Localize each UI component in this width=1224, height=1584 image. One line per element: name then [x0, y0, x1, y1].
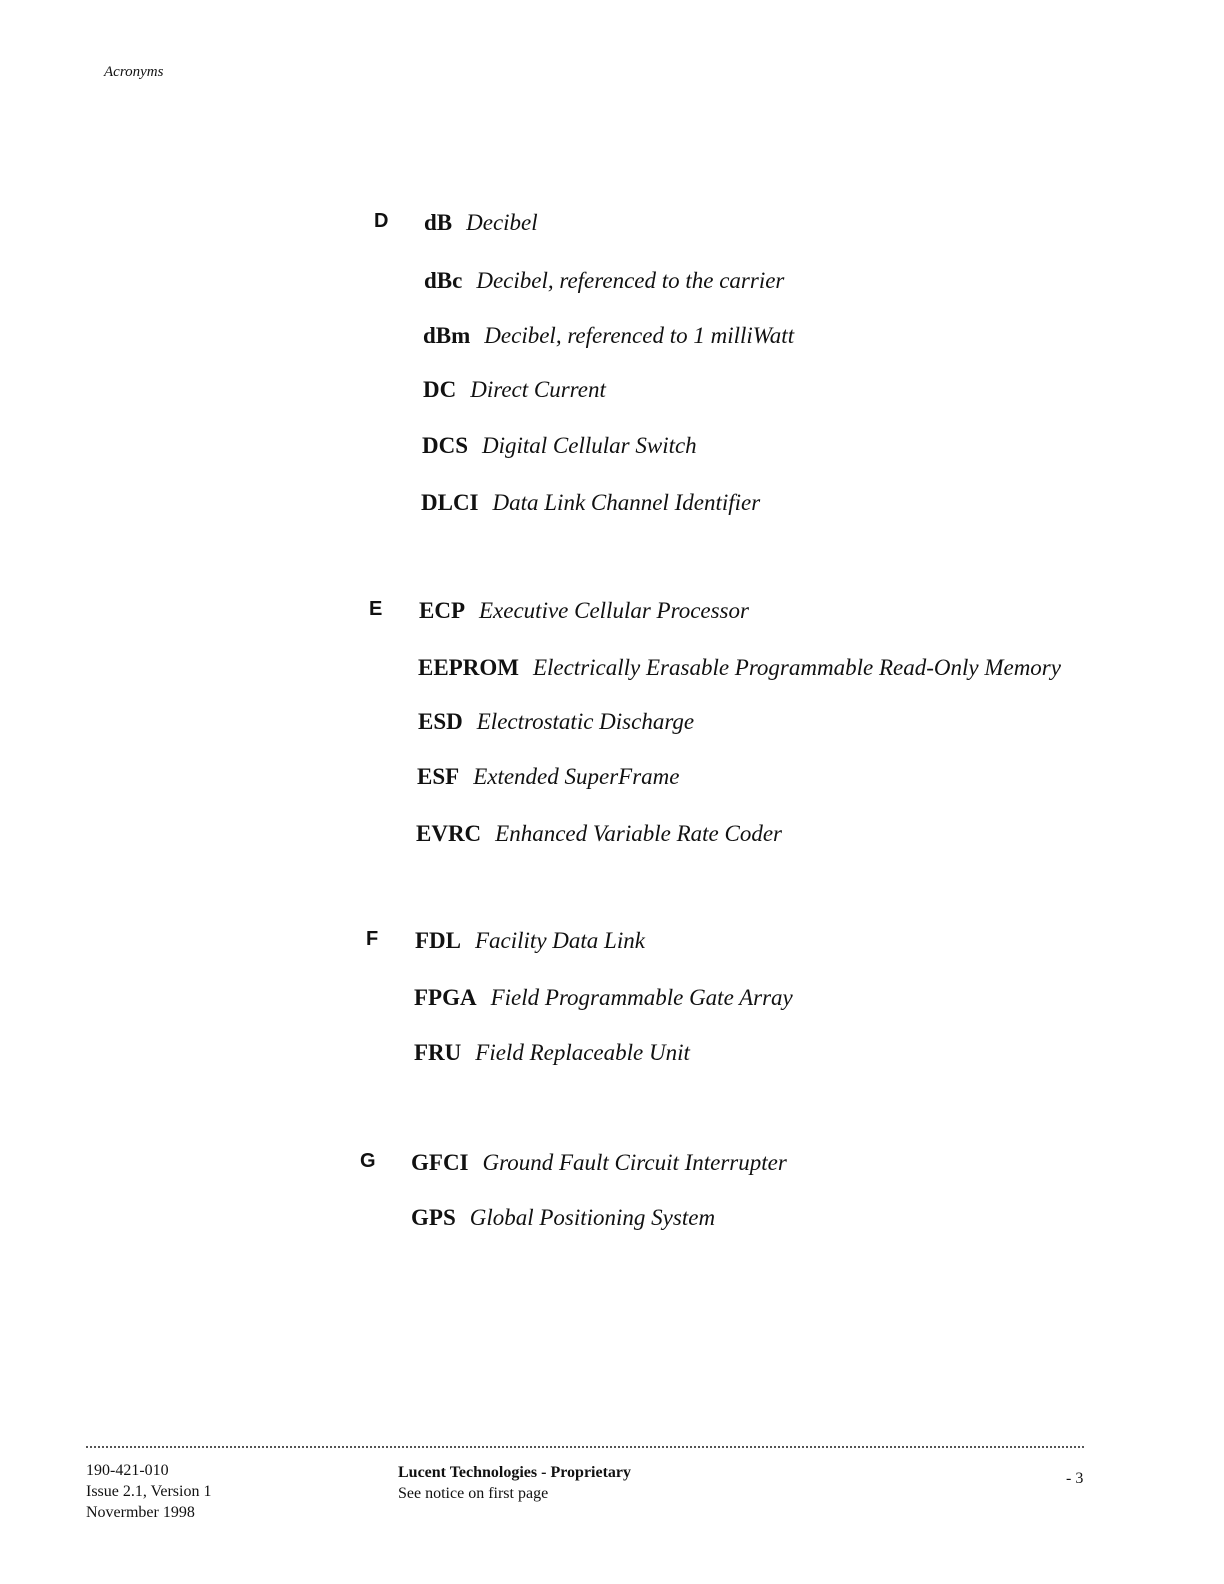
acronym-definition: Global Positioning System — [469, 1205, 716, 1230]
acronym-definition: Digital Cellular Switch — [482, 433, 697, 458]
acronym-entry — [411, 1150, 787, 1176]
section-letter-e: E — [369, 598, 383, 620]
acronym-entry — [419, 598, 749, 624]
acronym-definition: Decibel — [466, 210, 538, 235]
acronym-entry — [424, 268, 784, 294]
acronym-entry — [422, 433, 697, 459]
acronym-definition: Extended SuperFrame — [473, 764, 680, 789]
acronym-entry — [418, 655, 1061, 681]
page-number: - 3 — [1066, 1470, 1084, 1487]
acronym-term: ESD — [418, 709, 463, 734]
acronym-entry — [418, 709, 694, 735]
acronym-entry — [423, 377, 606, 403]
footer-divider — [86, 1446, 1084, 1448]
acronym-term: EEPROM — [418, 655, 519, 680]
acronym-term: FPGA — [414, 985, 477, 1010]
acronym-definition: Ground Fault Circuit Interrupter — [482, 1150, 787, 1175]
doc-issue: Issue 2.1, Version 1 — [86, 1483, 212, 1500]
company-proprietary: Lucent Technologies - Proprietary — [398, 1464, 632, 1481]
doc-date: Novermber 1998 — [86, 1504, 195, 1521]
acronym-definition: Direct Current — [470, 377, 606, 402]
acronym-definition: Field Replaceable Unit — [475, 1040, 690, 1065]
acronym-definition: Electrostatic Discharge — [476, 709, 695, 734]
acronym-definition: Executive Cellular Processor — [479, 598, 749, 623]
acronym-entry — [424, 210, 538, 236]
doc-number: 190-421-010 — [86, 1462, 169, 1479]
acronym-definition: Data Link Channel Identifier — [492, 490, 761, 515]
acronym-definition: Decibel, referenced to 1 milliWatt — [484, 323, 795, 348]
acronym-entry — [414, 985, 793, 1011]
acronym-definition: Facility Data Link — [475, 928, 645, 953]
acronym-term: GFCI — [411, 1150, 469, 1175]
acronym-definition: Decibel, referenced to the carrier — [476, 268, 785, 293]
acronym-definition: Enhanced Variable Rate Coder — [495, 821, 782, 846]
acronym-term: dB — [424, 210, 453, 235]
acronym-term: FRU — [414, 1040, 462, 1065]
acronym-entry — [421, 490, 760, 516]
acronym-entry — [414, 1040, 690, 1066]
acronym-definition: Field Programmable Gate Array — [490, 985, 793, 1010]
acronym-definition: Electrically Erasable Programmable Read-Only Memory — [532, 655, 1061, 680]
footer-doc-info — [86, 1460, 211, 1523]
acronym-term: FDL — [415, 928, 461, 953]
acronym-term: ESF — [417, 764, 460, 789]
notice-text: See notice on first page — [398, 1485, 549, 1502]
acronym-term: dBm — [423, 323, 471, 348]
acronym-term: DLCI — [421, 490, 479, 515]
footer-proprietary — [398, 1462, 631, 1504]
acronym-entry — [417, 764, 679, 790]
acronym-entry — [415, 928, 645, 954]
section-letter-d: D — [374, 210, 389, 232]
acronym-entry — [423, 323, 794, 349]
section-letter-f: F — [366, 928, 379, 950]
running-head: Acronyms — [104, 64, 164, 80]
acronym-term: DC — [423, 377, 457, 402]
acronym-term: dBc — [424, 268, 463, 293]
acronym-term: GPS — [411, 1205, 456, 1230]
acronym-entry — [411, 1205, 715, 1231]
acronym-term: EVRC — [416, 821, 482, 846]
acronym-entry — [416, 821, 782, 847]
acronym-term: DCS — [422, 433, 469, 458]
acronym-term: ECP — [419, 598, 465, 623]
section-letter-g: G — [360, 1150, 376, 1172]
